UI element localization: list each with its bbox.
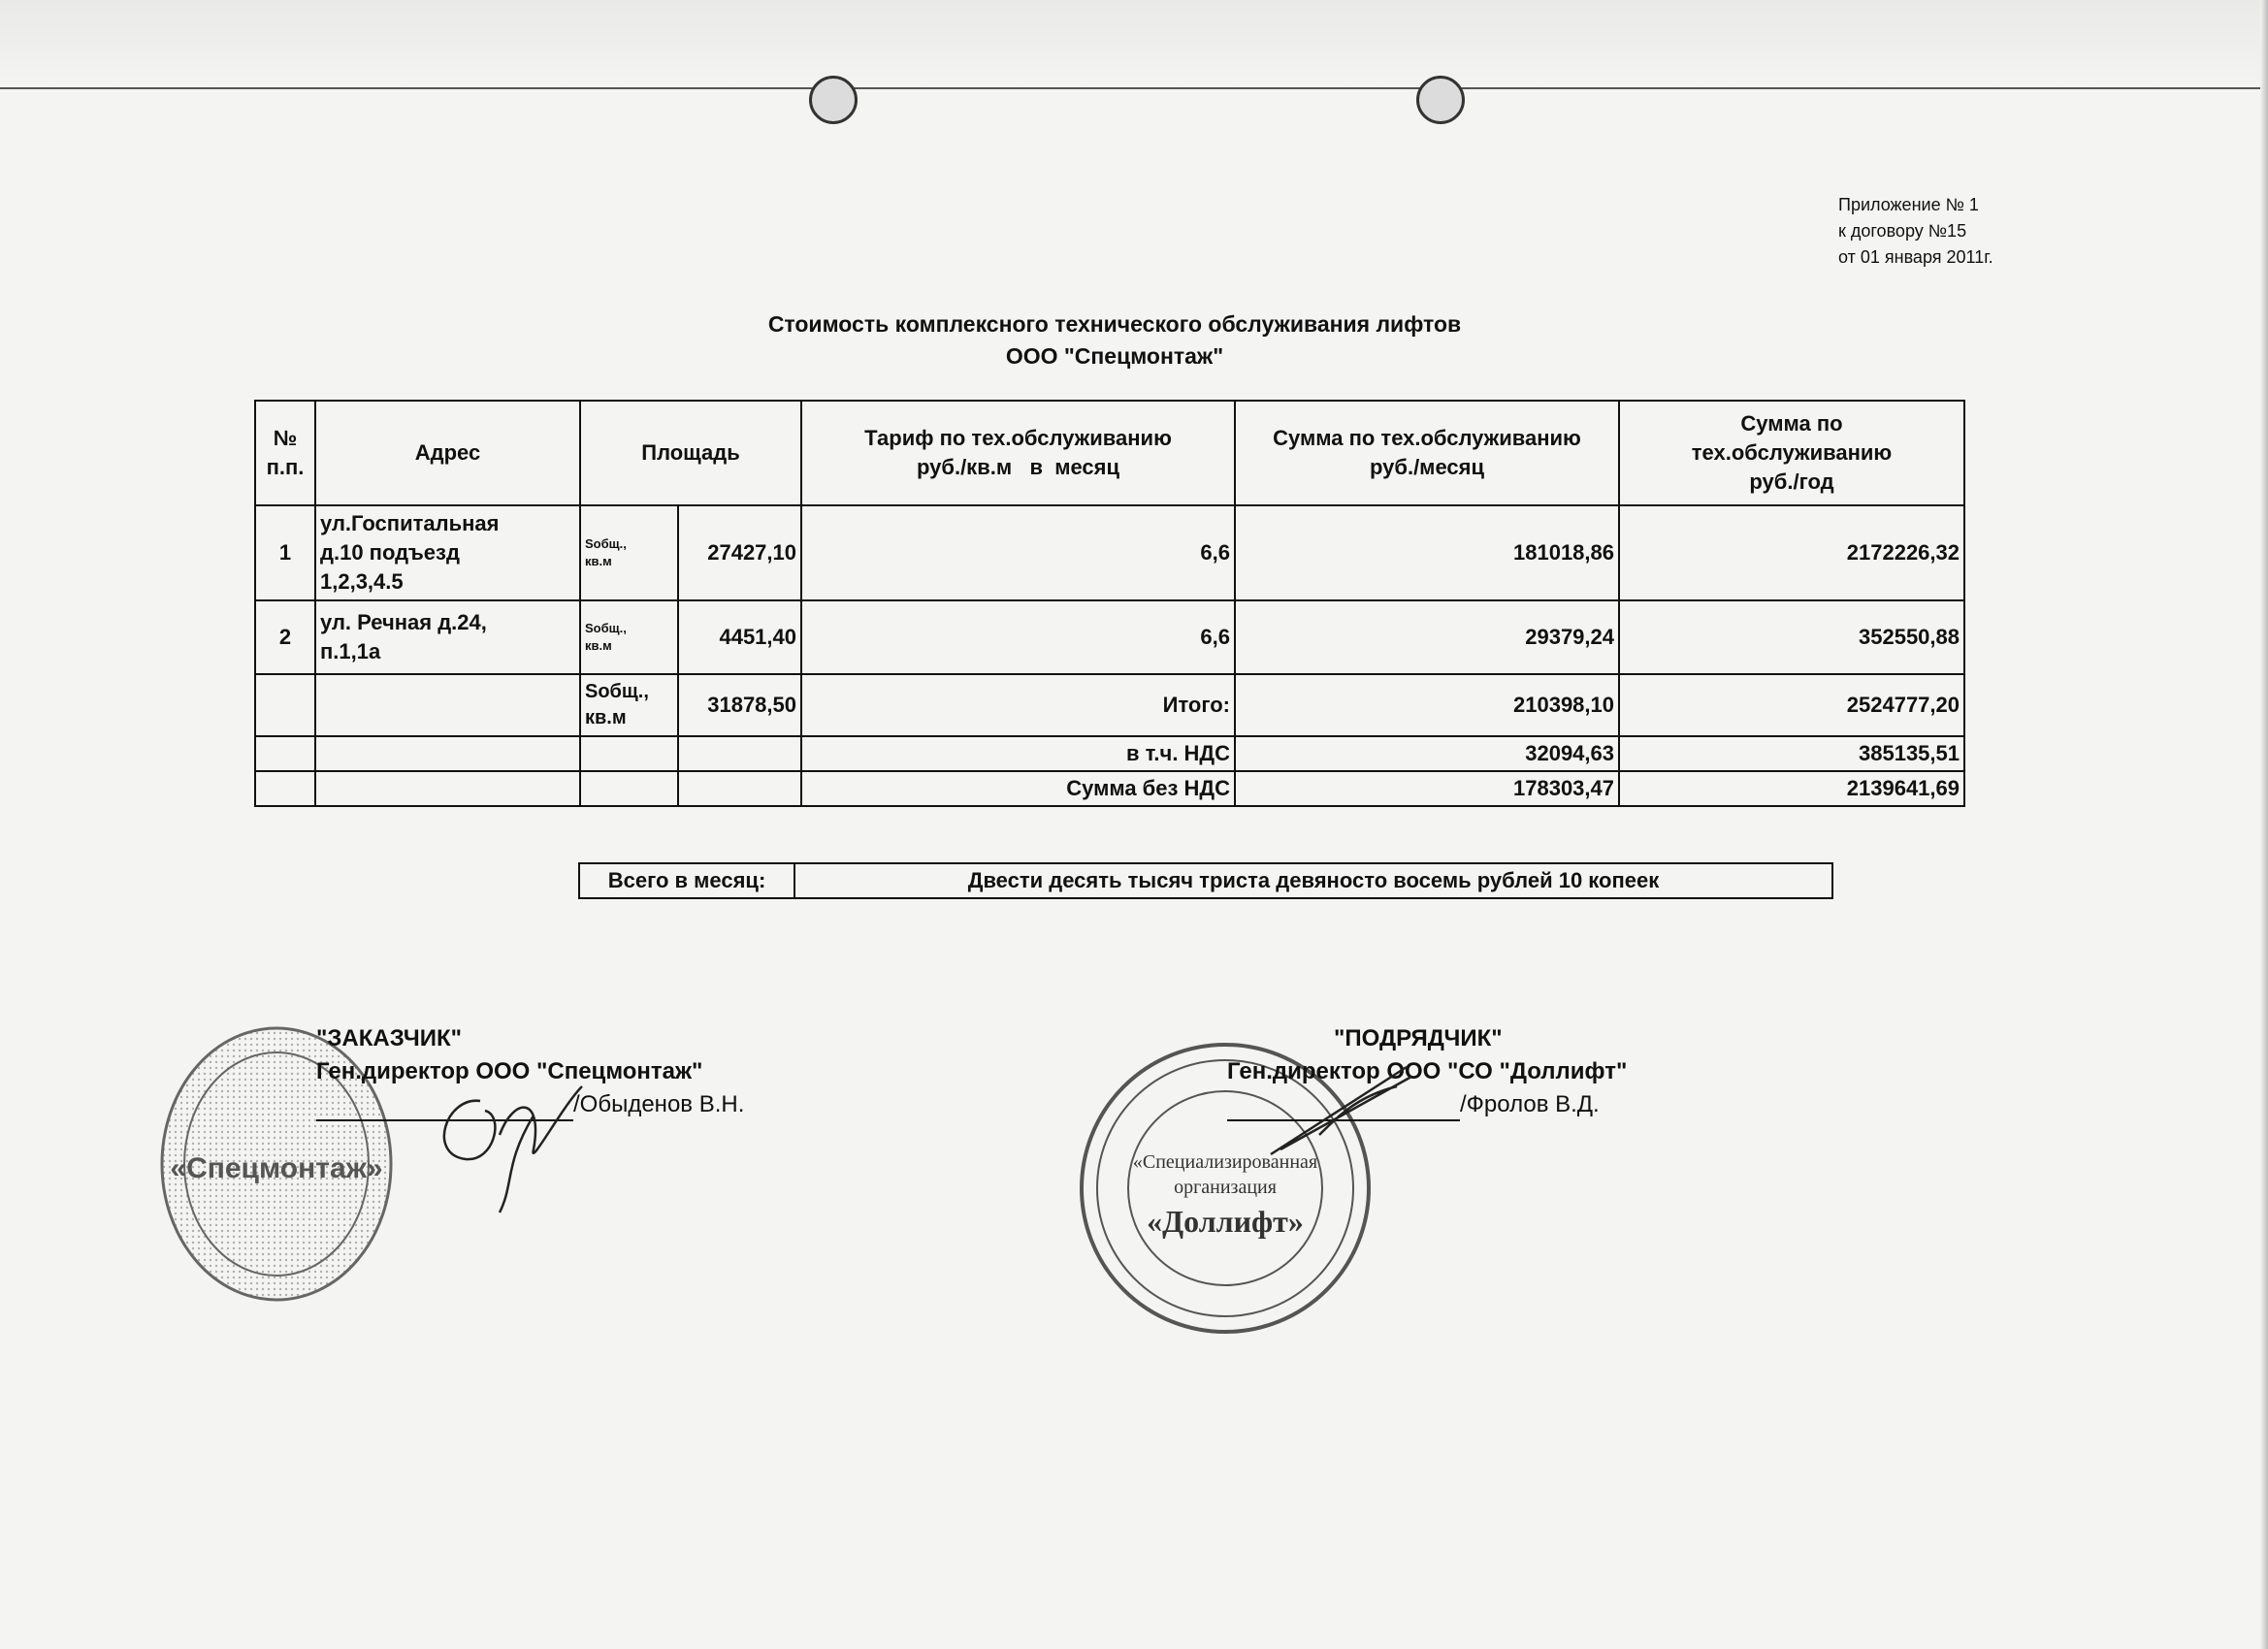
- no-vat-sum-year: 2139641,69: [1619, 771, 1964, 806]
- row-address: ул.Госпитальная д.10 подъезд 1,2,3,4.5: [315, 505, 580, 600]
- contractor-signature-icon: [1261, 1057, 1416, 1164]
- monthly-total-label: Всего в месяц:: [580, 864, 795, 897]
- row-tariff: 6,6: [801, 600, 1235, 674]
- row-sum-month: 29379,24: [1235, 600, 1619, 674]
- row-area: 4451,40: [678, 600, 801, 674]
- table-row: [255, 505, 1964, 600]
- header-area: Площадь: [580, 401, 801, 505]
- cost-table: [254, 400, 1965, 807]
- row-address: ул. Речная д.24, п.1,1а: [315, 600, 580, 674]
- contractor-role: "ПОДРЯДЧИК": [1334, 1025, 1503, 1051]
- header-tariff: Тариф по тех.обслуживанию руб./кв.м в месяц: [801, 401, 1235, 505]
- title-line-2: ООО "Спецмонтаж": [1005, 343, 1224, 369]
- appendix-line-3: от 01 января 2011г.: [1838, 247, 1993, 267]
- row-tariff: 6,6: [801, 505, 1235, 600]
- contractor-position: Ген.директор ООО "СО "Доллифт": [1227, 1058, 1628, 1084]
- sheet-top-edge: [0, 0, 2268, 89]
- row-sum-year: 2172226,32: [1619, 505, 1964, 600]
- row-sum-month: 181018,86: [1235, 505, 1619, 600]
- title-line-1: Стоимость комплексного технического обслуживания лифтов: [767, 311, 1462, 337]
- no-vat-row: [255, 771, 1964, 806]
- customer-position: Ген.директор ООО "Спецмонтаж": [316, 1058, 703, 1084]
- table-row: [255, 600, 1964, 674]
- sheet-right-edge: [2260, 0, 2268, 1649]
- svg-text:«Доллифт»: «Доллифт»: [1147, 1204, 1304, 1239]
- total-area-unit: Sобщ., кв.м: [580, 674, 678, 736]
- monthly-total-box: [578, 862, 1833, 899]
- table-header-row: [255, 401, 1964, 505]
- svg-text:«Спецмонтаж»: «Спецмонтаж»: [170, 1152, 383, 1184]
- no-vat-label: Сумма без НДС: [801, 771, 1235, 806]
- header-sum-year: Сумма по тех.обслуживанию руб./год: [1619, 401, 1964, 505]
- row-area: 27427,10: [678, 505, 801, 600]
- contractor-name: /Фролов В.Д.: [1460, 1091, 1600, 1117]
- appendix-line-2: к договору №15: [1838, 221, 1967, 241]
- vat-sum-year: 385135,51: [1619, 736, 1964, 771]
- monthly-total-text: Двести десять тысяч триста девяносто восемь рублей 10 копеек: [967, 868, 1660, 892]
- punch-hole-left: [809, 76, 858, 124]
- header-num: № п.п.: [255, 401, 315, 505]
- row-num: 2: [255, 600, 315, 674]
- total-row: [255, 674, 1964, 736]
- svg-text:организация: организация: [1174, 1177, 1277, 1198]
- vat-sum-month: 32094,63: [1235, 736, 1619, 771]
- customer-role: "ЗАКАЗЧИК": [316, 1025, 462, 1051]
- appendix-reference: [1838, 192, 1993, 271]
- punch-hole-right: [1416, 76, 1465, 124]
- vat-label: в т.ч. НДС: [801, 736, 1235, 771]
- row-area-unit: Sобщ., кв.м: [580, 600, 678, 674]
- total-sum-month: 210398,10: [1235, 674, 1619, 736]
- total-sum-year: 2524777,20: [1619, 674, 1964, 736]
- total-label: Итого:: [801, 674, 1235, 736]
- svg-text:«Специализированная: «Специализированная: [1132, 1151, 1318, 1173]
- customer-name: /Обыденов В.Н.: [573, 1091, 745, 1117]
- document-title: [0, 308, 2229, 372]
- row-sum-year: 352550,88: [1619, 600, 1964, 674]
- row-area-unit: Sобщ., кв.м: [580, 505, 678, 600]
- header-sum-month: Сумма по тех.обслуживанию руб./месяц: [1235, 401, 1619, 505]
- customer-signature-icon: [407, 1077, 601, 1222]
- vat-row: [255, 736, 1964, 771]
- total-area: 31878,50: [678, 674, 801, 736]
- header-address: Адрес: [315, 401, 580, 505]
- no-vat-sum-month: 178303,47: [1235, 771, 1619, 806]
- row-num: 1: [255, 505, 315, 600]
- appendix-line-1: Приложение № 1: [1838, 195, 1979, 214]
